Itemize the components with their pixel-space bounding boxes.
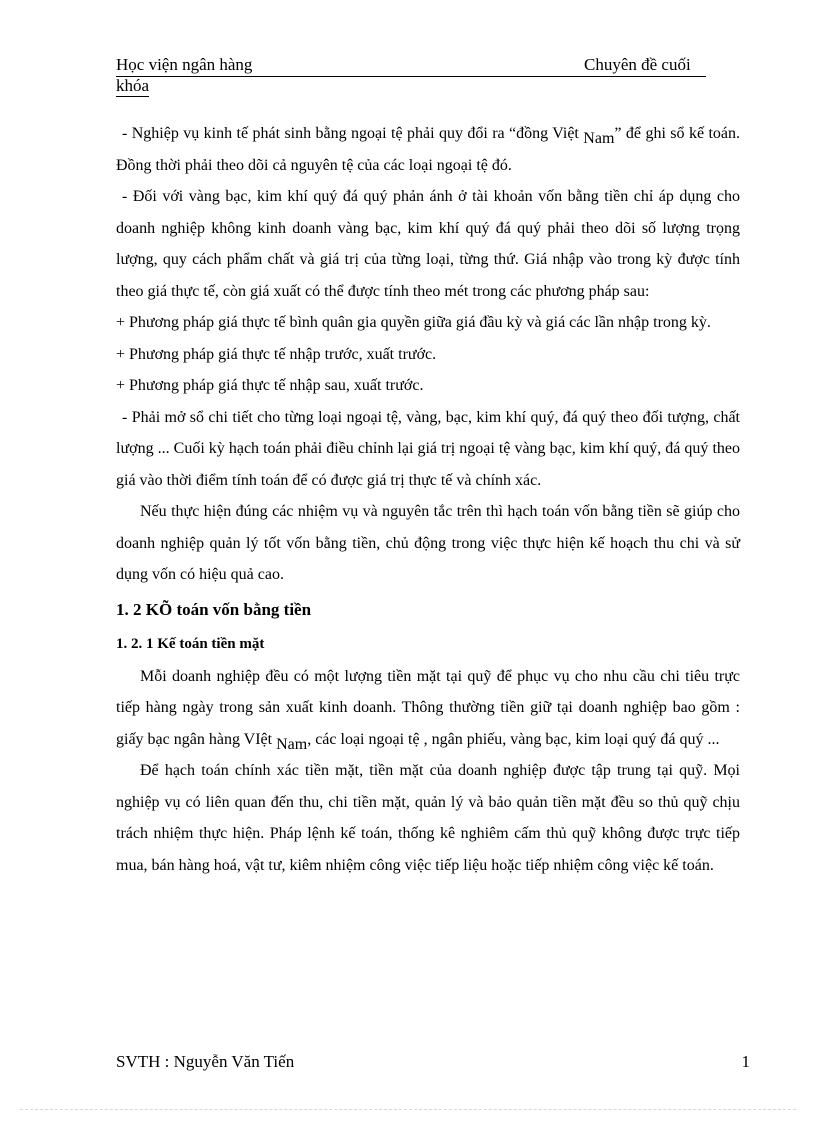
page-footer xyxy=(116,1051,750,1075)
page-bottom-divider xyxy=(20,1109,796,1110)
footer-author: SVTH : Nguyễn Văn Tiến xyxy=(116,1052,295,1071)
paragraph-cash-management: Để hạch toán chính xác tiền mặt, tiền mặt của doanh nghiệp được tập trung tại quỹ. Mọi nghiệp vụ có liên quan đến thu, chi tiền mặt, quản lý và bảo quản tiền mặt đều so thủ quỹ chịu trách nhiệm thực hiện. Pháp lệnh kế toán, thống kê nghiêm cấm thủ quỹ không được trực tiếp mua, bán hàng hoá, vật tư, kiêm nhiệm công việc tiếp liệu hoặc tiếp nhiệm công việc kế toán. xyxy=(116,762,740,874)
list-item-method-lifo: + Phương pháp giá thực tế nhập sau, xuất trước. xyxy=(116,377,424,394)
subsection-heading: 1. 2. 1 Kế toán tiền mặt xyxy=(116,635,265,652)
paragraph-gold-silver: - Đối với vàng bạc, kim khí quý đá quý phản ánh ở tài khoản vốn bằng tiền chỉ áp dụng cho doanh nghiệp không kinh doanh vàng bạc, kim khí quý đá quý phải theo dõi số lượng trọng lượng, quy cách phẩm chất và giá trị của từng loại, từng thứ. Giá nhập vào trong kỳ được tính theo giá thực tế, còn giá xuất có thể được tính theo mét trong các phương pháp sau: xyxy=(116,188,740,300)
header-doc-type: Chuyên đề cuối xyxy=(584,55,691,74)
section-heading: 1. 2 KÕ toán vốn bằng tiền xyxy=(116,599,312,619)
paragraph-cash-definition: Mỗi doanh nghiệp đều có một lượng tiền mặt tại quỹ để phục vụ cho nhu cầu chi tiêu trực tiếp hàng ngày trong sản xuất kinh doanh. Thông thường tiền giữ tại doanh nghiệp bao gồm : giấy bạc ngân hàng VIệt Nam, các loại ngoại tệ , ngân phiếu, vàng bạc, kim loại quý đá quý ... xyxy=(116,667,740,753)
list-item-method-weighted: + Phương pháp giá thực tế bình quân gia quyền giữa giá đầu kỳ và giá các lần nhập trong kỳ. xyxy=(116,314,711,331)
page-number: 1 xyxy=(741,1052,750,1071)
header-institution: Học viện ngân hàng xyxy=(116,55,253,74)
document-body xyxy=(116,118,740,881)
paragraph-foreign-currency: - Nghiệp vụ kinh tế phát sinh bằng ngoại tệ phải quy đổi ra “đồng Việt Nam” để ghi sổ kế toán. Đồng thời phải theo dõi cả nguyên tệ của các loại ngoại tệ đó. xyxy=(116,125,741,174)
paragraph-conclusion: Nếu thực hiện đúng các nhiệm vụ và nguyên tắc trên thì hạch toán vốn bằng tiền sẽ giúp cho doanh nghiệp quản lý tốt vốn bằng tiền, chủ động trong việc thực hiện kế hoạch thu chi và sử dụng vốn có hiệu quả cao. xyxy=(116,503,740,583)
page-header xyxy=(116,54,706,77)
paragraph-detail-ledger: - Phải mở sổ chi tiết cho từng loại ngoại tệ, vàng, bạc, kim khí quý, đá quý theo đối tượng, chất lượng ... Cuối kỳ hạch toán phải điều chỉnh lại giá trị ngoại tệ vàng bạc, kim khí quý, đá quý theo giá vào thời điểm tính toán để có được giá trị thực tế và chính xác. xyxy=(116,408,740,489)
list-item-method-fifo: + Phương pháp giá thực tế nhập trước, xuất trước. xyxy=(116,345,437,363)
header-continuation: khóa xyxy=(116,76,150,95)
